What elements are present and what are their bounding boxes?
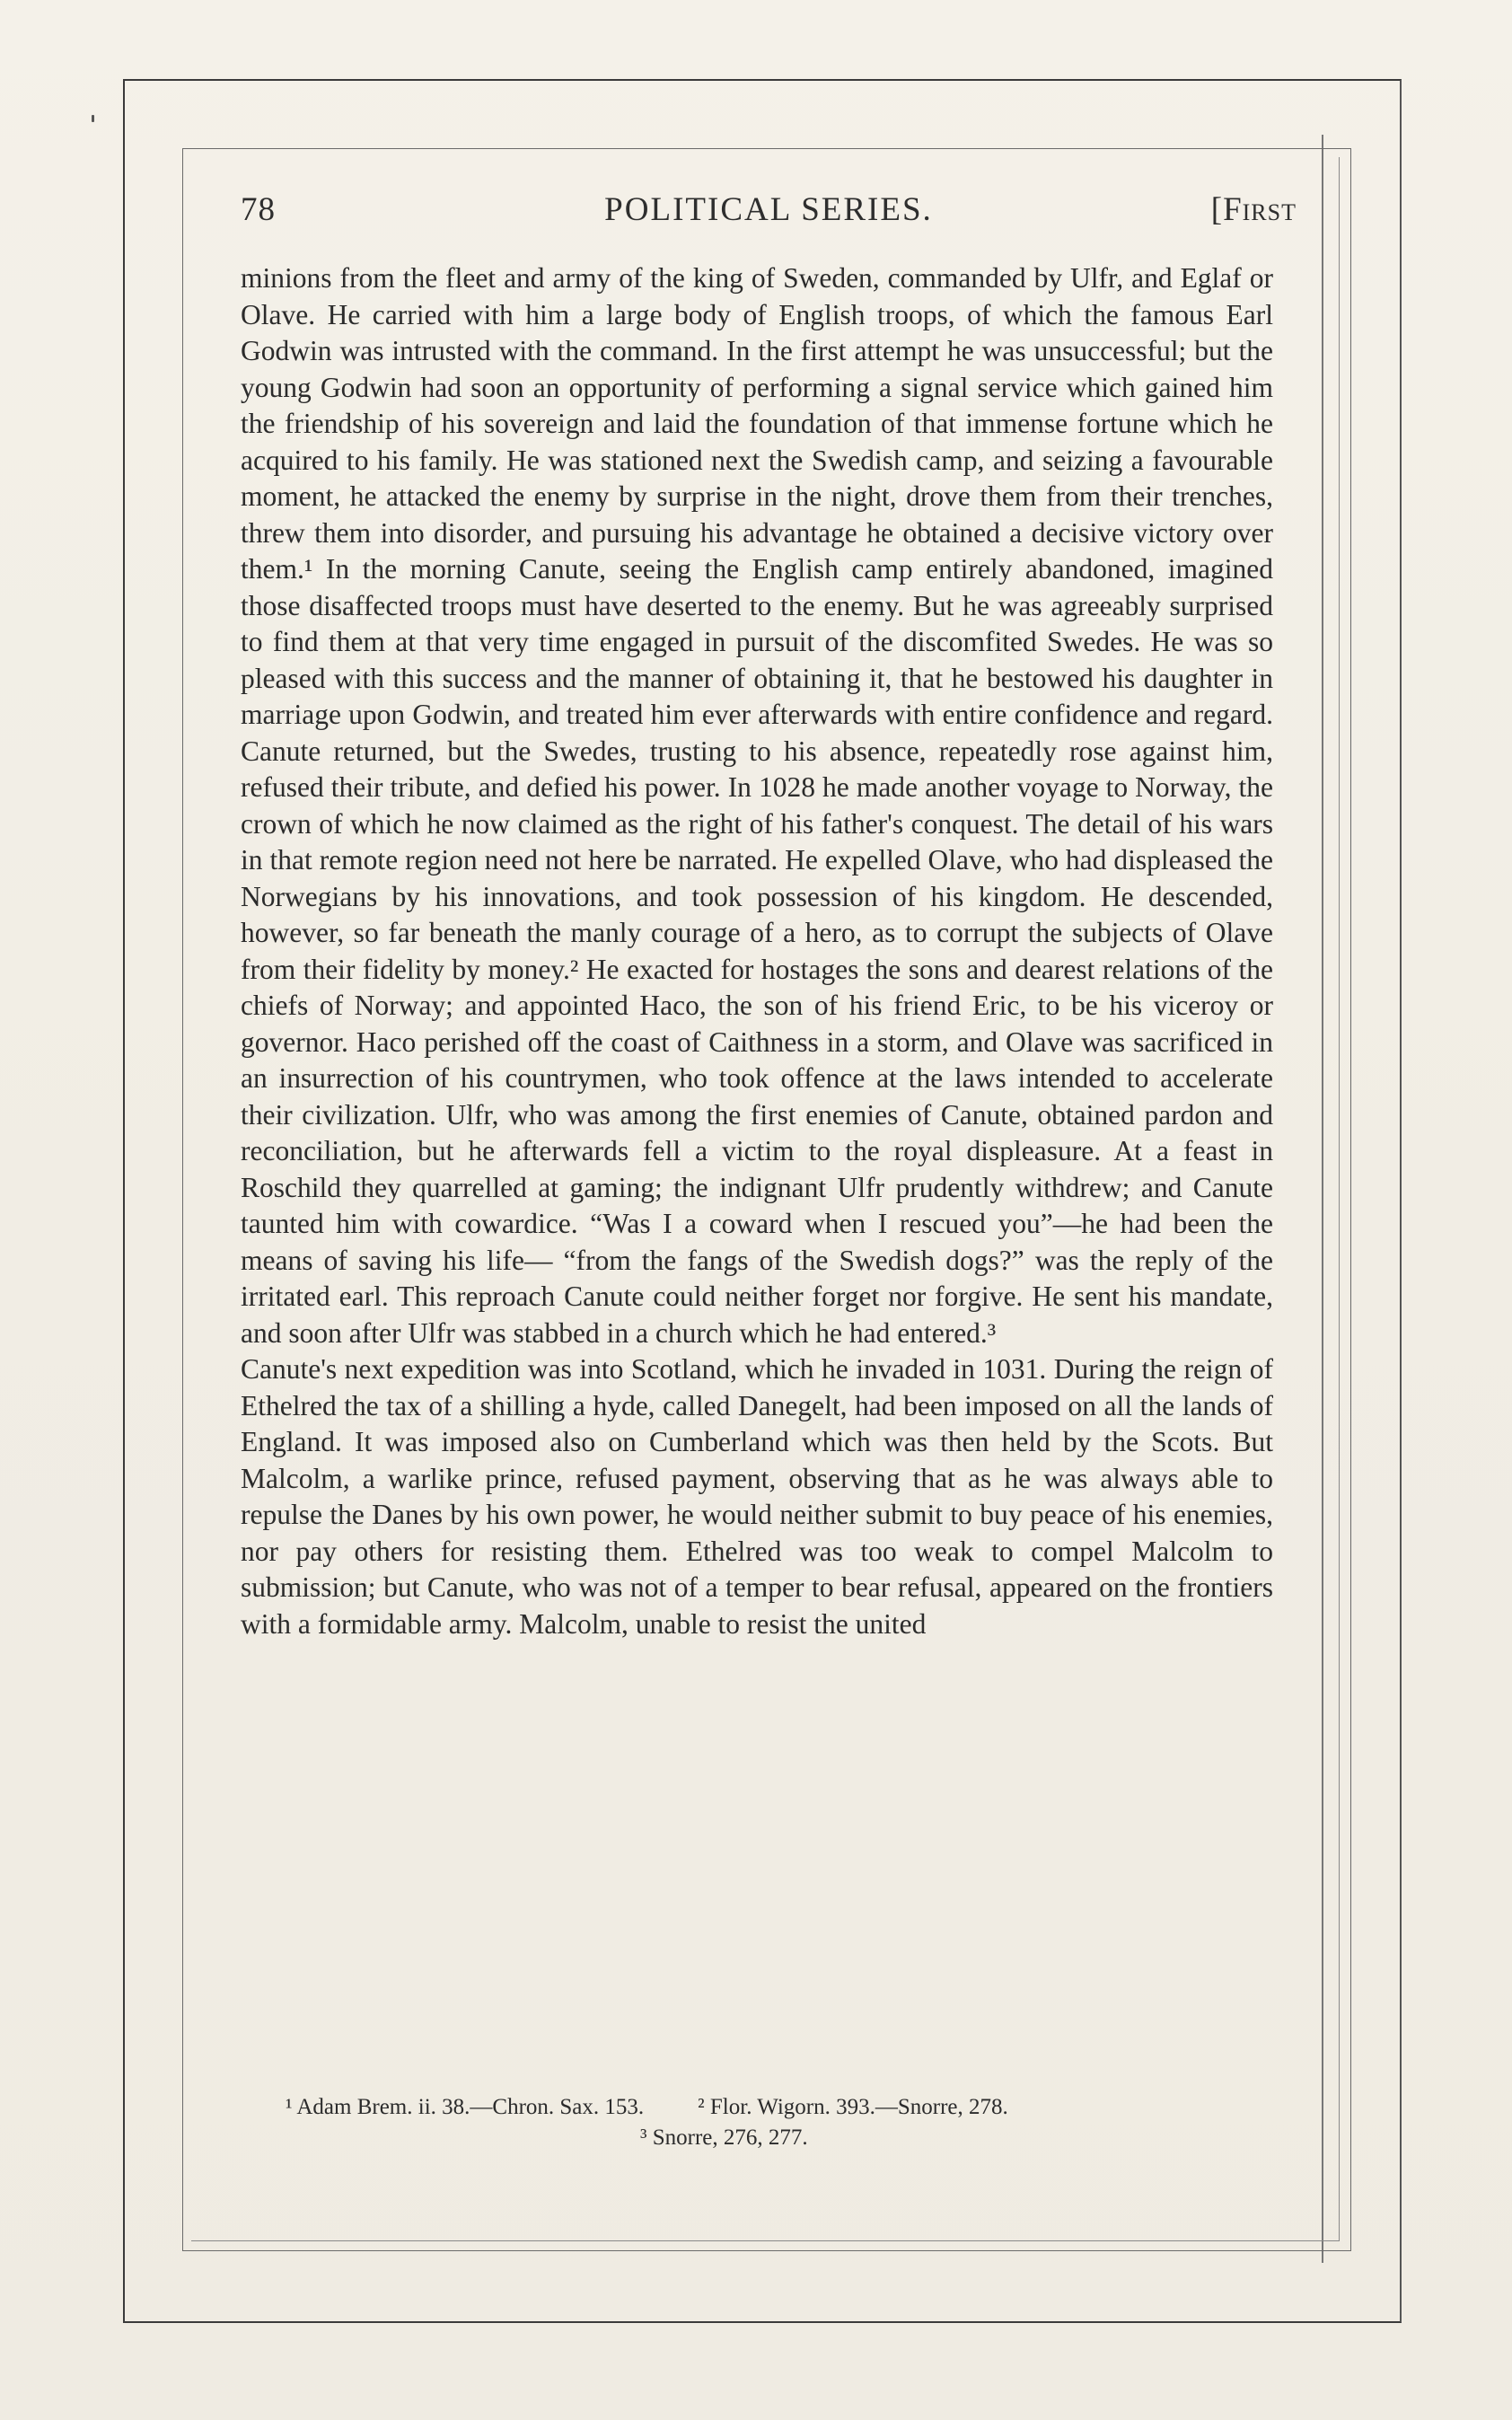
footnote-line-1 [286, 2092, 1273, 2123]
running-section-label: [First [1210, 191, 1297, 228]
main-text [241, 260, 1273, 1642]
running-title: POLITICAL SERIES. [604, 191, 933, 228]
footnote-1: ¹ Adam Brem. ii. 38.—Chron. Sax. 153. [286, 2095, 645, 2119]
footnote-3: ³ Snorre, 276, 277. [640, 2125, 808, 2150]
footnote-line-2 [286, 2123, 1273, 2153]
paragraph-2: Canute's next expedition was into Scotland, which he invaded in 1031. During the reign of Ethelred the tax of a shilling a hyde, called Danegelt, had been imposed on all the lands of England. It was imposed also on Cumberland which was then held by the Scots. But Malcolm, a warlike prince, refused payment, observing that as he was always able to repulse the Danes by his own power, he would neither submit to buy peace of his enemies, nor pay others for resisting them. Ethelred was too weak to compel Malcolm to submission; but Canute, who was not of a temper to bear refusal, appeared on the frontiers with a formidable army. Malcolm, unable to resist the united [241, 1353, 1273, 1640]
page-number: 78 [241, 191, 276, 228]
footnote-2: ² Flor. Wigorn. 393.—Snorre, 278. [698, 2095, 1008, 2119]
print-speck [92, 115, 94, 122]
footnotes [286, 2092, 1273, 2153]
paragraph-1: minions from the fleet and army of the king of Sweden, commanded by Ulfr, and Eglaf or Olave. He carried with him a large body of English troops, of which the famous Earl Godwin was intrusted with the command. In the first attempt he was unsuccessful; but the young Godwin had soon an opportunity of performing a signal service which gained him the friendship of his sovereign and laid the foundation of that immense fortune which he acquired to his family. He was stationed next the Swedish camp, and seizing a favourable moment, he attacked the enemy by surprise in the night, drove them from their trenches, threw them into disorder, and pursuing his advantage he obtained a decisive victory over them.¹ In the morning Canute, seeing the English camp entirely abandoned, imagined those disaffected troops must have deserted to the enemy. But he was agreeably surprised to find them at that very time engaged in pursuit of the discomfited Swedes. He was so pleased with this success and the manner of obtaining it, that he bestowed his daughter in marriage upon Godwin, and treated him ever afterwards with entire confidence and regard. Canute returned, but the Swedes, trusting to his absence, repeatedly rose against him, refused their tribute, and defied his power. In 1028 he made another voyage to Norway, the crown of which he now claimed as the right of his father's conquest. The detail of his wars in that remote region need not here be narrated. He expelled Olave, who had displeased the Norwegians by his innovations, and took possession of his kingdom. He descended, however, so far beneath the manly courage of a hero, as to corrupt the subjects of Olave from their fidelity by money.² He exacted for hostages the sons and dearest relations of the chiefs of Norway; and appointed Haco, the son of his friend Eric, to be his viceroy or governor. Haco perished off the coast of Caithness in a storm, and Olave was sacrificed in an insurrection of his countrymen, who took offence at the laws intended to accelerate their civilization. Ulfr, who was among the first enemies of Canute, obtained pardon and reconciliation, but he afterwards fell a victim to the royal displeasure. At a feast in Roschild they quarrelled at gaming; the indignant Ulfr prudently withdrew; and Canute taunted him with cowardice. “Was I a coward when I rescued you”—he had been the means of saving his life— “from the fangs of the Swedish dogs?” was the reply of the irritated earl. This reproach Canute could neither forget nor forgive. He sent his mandate, and soon after Ulfr was stabbed in a church which he had entered.³ [241, 262, 1273, 1349]
running-header [241, 190, 1297, 235]
